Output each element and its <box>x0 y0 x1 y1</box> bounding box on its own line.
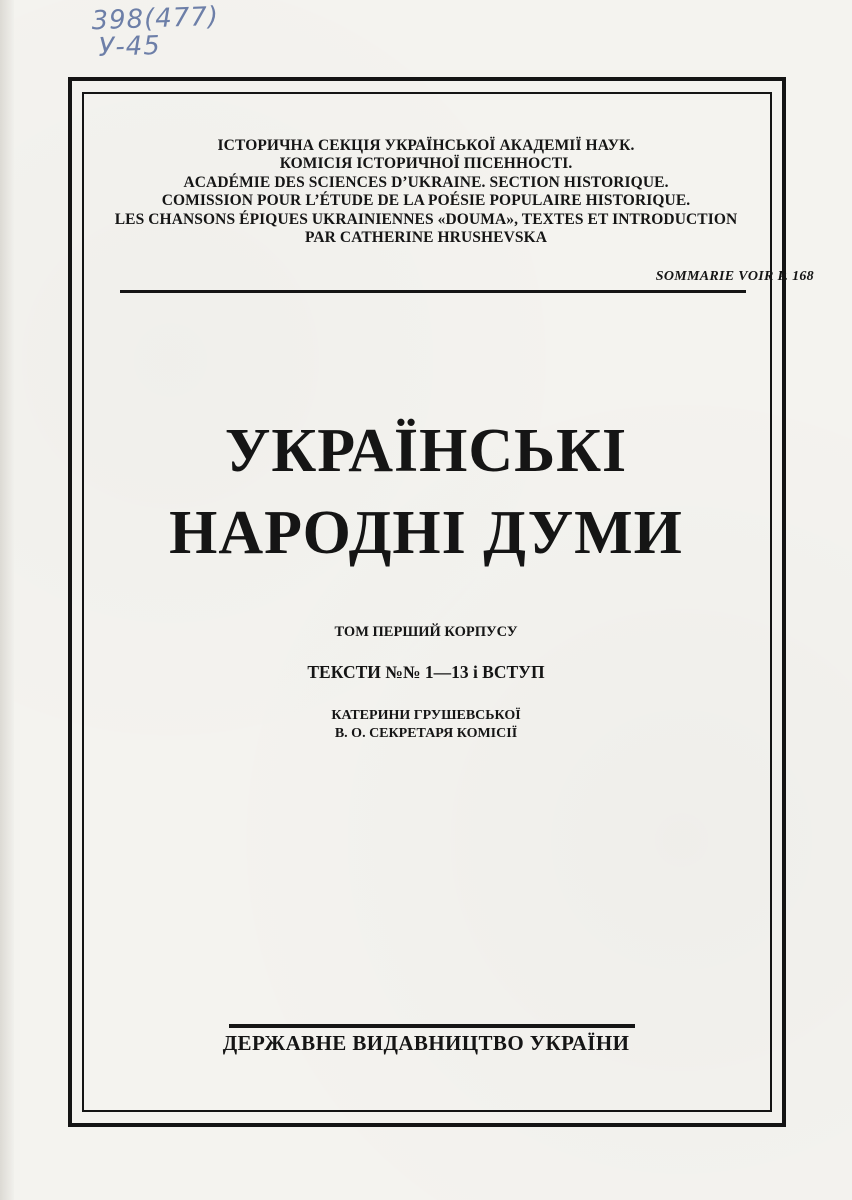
publisher-rule <box>229 1024 635 1028</box>
cover-header <box>100 137 752 246</box>
header-french-line-2: COMISSION POUR L’ÉTUDE DE LA POÉSIE POPULAIRE HISTORIQUE. <box>161 191 691 209</box>
sommaire-note: SOMMARIE VOIR P. 168 <box>655 269 814 284</box>
header-french-line-4: PAR CATHERINE HRUSHEVSKA <box>304 228 548 246</box>
texts-label: ТЕКСТИ №№ 1—13 і ВСТУП <box>307 662 545 682</box>
header-french-line-3: LES CHANSONS ÉPIQUES UKRAINIENNES «DOUMA», TEXTES ET INTRODUCTION <box>114 211 738 228</box>
library-call-number <box>91 1 220 63</box>
call-number-line-2: У-45 <box>97 30 162 63</box>
publisher-name: ДЕРЖАВНЕ ВИДАВНИЦТВО УКРАЇНИ <box>222 1031 630 1055</box>
header-french-line-1: ACADÉMIE DES SCIENCES D’UKRAINE. SECTION HISTORIQUE. <box>183 174 669 191</box>
header-ukrainian-line-1: ІСТОРИЧНА СЕКЦІЯ УКРАЇНСЬКОЇ АКАДЕМІЇ НАУК. <box>217 137 635 154</box>
book-title <box>100 410 752 574</box>
spine-shadow <box>0 0 14 1200</box>
author-block <box>100 707 752 743</box>
title-line-1: УКРАЇНСЬКІ <box>224 417 628 485</box>
call-number-line-1: 398(477) <box>91 1 220 37</box>
author-line-2: В. О. СЕКРЕТАРЯ КОМІСІЇ <box>334 726 518 741</box>
volume-label: ТОМ ПЕРШИЙ КОРПУСУ <box>334 624 518 640</box>
header-ukrainian-line-2: КОМІСІЯ ІСТОРИЧНОЇ ПІСЕННОСТІ. <box>279 154 573 172</box>
author-line-1: КАТЕРИНИ ГРУШЕВСЬКОЇ <box>331 708 521 723</box>
title-line-2: НАРОДНІ ДУМИ <box>169 499 683 567</box>
header-rule <box>120 290 746 293</box>
